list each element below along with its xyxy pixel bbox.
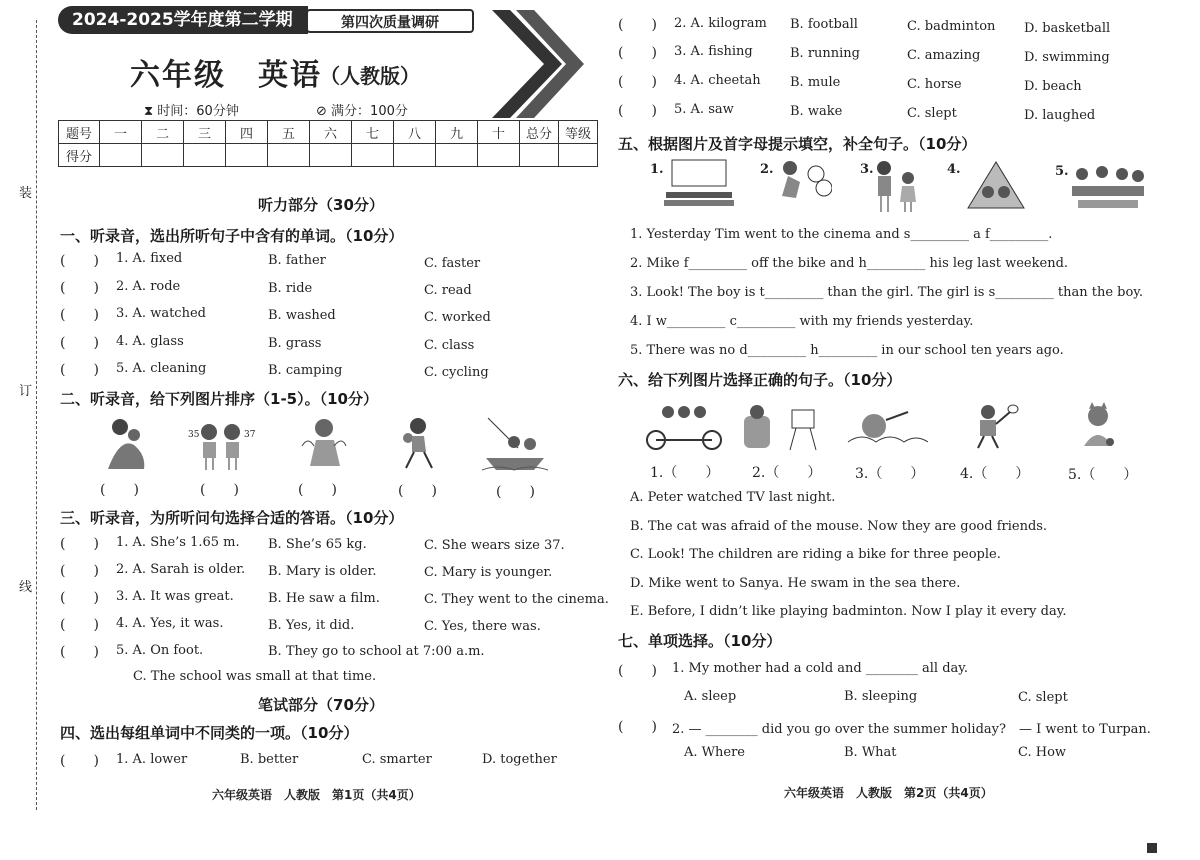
option-a: 5. A. cleaning <box>116 361 207 376</box>
option-a: 4. A. cheetah <box>674 73 761 88</box>
answer-paren[interactable]: ( ) <box>60 307 99 323</box>
score-meta <box>316 100 408 119</box>
two-children-picture-icon <box>196 420 246 470</box>
boy-girl-height-picture-icon <box>870 158 922 214</box>
time-label: 时间：60分钟 <box>157 104 239 119</box>
section-1-title: 一、听录音，选出所听句子中含有的单词。（10分） <box>60 227 404 245</box>
score-table-header: 二 <box>142 121 184 144</box>
score-table-header: 题号 <box>59 121 100 144</box>
checkmark-circle-icon: ⊘ <box>316 104 327 119</box>
picture-label-37: 37 <box>244 430 256 440</box>
answer-paren[interactable]: ( ) <box>60 280 99 296</box>
score-cell[interactable] <box>559 144 598 167</box>
answer-paren[interactable]: ( ) <box>60 590 99 606</box>
boy-running-picture-icon <box>398 416 440 470</box>
option-d: D. beach <box>1024 79 1082 94</box>
watching-tv-picture-icon <box>740 400 824 452</box>
option-b: B. Yes, it did. <box>268 618 355 633</box>
option-b: B. wake <box>790 104 843 119</box>
sentence-option: C. Look! The children are riding a bike for three people. <box>630 547 1001 562</box>
option-b: B. He saw a film. <box>268 591 380 606</box>
option-b: B. ride <box>268 281 313 296</box>
score-cell[interactable] <box>310 144 352 167</box>
picture-choice-paren[interactable]: 3.（ ） <box>855 466 925 482</box>
score-cell[interactable] <box>142 144 184 167</box>
answer-paren[interactable]: ( ) <box>60 253 99 269</box>
option-a: 4. A. Yes, it was. <box>116 616 224 631</box>
score-table-header: 七 <box>352 121 394 144</box>
option-d: D. swimming <box>1024 50 1110 65</box>
sentence-option: A. Peter watched TV last night. <box>630 490 836 505</box>
option-a: 5. A. On foot. <box>116 643 204 658</box>
mc-question: 1. My mother had a cold and ________ all day. <box>672 661 969 676</box>
option-c: C. class <box>424 338 475 353</box>
mc-option: C. How <box>1018 745 1067 760</box>
sentence-option: E. Before, I didn’t like playing badminton. Now I play it every day. <box>630 604 1067 619</box>
badminton-picture-icon <box>970 402 1020 450</box>
score-table <box>58 120 598 167</box>
picture-label-35: 35 <box>188 430 200 440</box>
mc-option: C. slept <box>1018 690 1068 705</box>
section-5-title: 五、根据图片及首字母提示填空，补全句子。（10分） <box>618 135 977 153</box>
mother-child-picture-icon <box>100 415 152 471</box>
option-a: 3. A. watched <box>116 306 206 321</box>
answer-paren[interactable]: ( ) <box>60 617 99 633</box>
picture-choice-paren[interactable]: 2.（ ） <box>752 465 822 481</box>
mc-option: A. sleep <box>684 689 737 704</box>
picture-number: 3. <box>860 162 874 177</box>
option-b: B. better <box>240 752 299 767</box>
picture-number: 4. <box>947 162 961 177</box>
option-d: D. together <box>482 752 557 767</box>
section-6-title: 六、给下列图片选择正确的句子。（10分） <box>618 371 902 389</box>
option-c: C. She wears size 37. <box>424 538 565 553</box>
option-b: B. football <box>790 17 858 32</box>
footer-left: 六年级英语 人教版 第1页（共4页） <box>212 788 421 802</box>
cat-mouse-picture-icon <box>1076 402 1120 448</box>
score-table-header: 总分 <box>520 121 559 144</box>
time-meta <box>144 100 239 119</box>
score-table-header: 九 <box>436 121 478 144</box>
score-cell[interactable] <box>184 144 226 167</box>
fill-sentence: 1. Yesterday Tim went to the cinema and s_________ a f_________. <box>630 227 1053 242</box>
score-table-header: 三 <box>184 121 226 144</box>
option-a: 2. A. Sarah is older. <box>116 562 246 577</box>
picture-choice-paren[interactable]: 4.（ ） <box>960 466 1030 482</box>
mc-question: 2. — ________ did you go over the summer holiday? — I went to Turpan. <box>672 722 1151 737</box>
picture-choice-paren[interactable]: 1.（ ） <box>650 465 720 481</box>
option-c: C. Mary is younger. <box>424 565 553 580</box>
option-a: 1. A. lower <box>116 752 188 767</box>
section-7-title: 七、单项选择。（10分） <box>618 632 782 650</box>
option-b: B. washed <box>268 308 336 323</box>
answer-paren[interactable]: ( ) <box>60 536 99 552</box>
answer-paren[interactable]: ( ) <box>618 17 657 33</box>
answer-paren[interactable]: ( ) <box>60 644 99 660</box>
picture-order-paren[interactable]: ( ) <box>100 482 139 498</box>
option-c: C. badminton <box>907 19 996 34</box>
option-a: 3. A. It was great. <box>116 589 234 604</box>
score-table-header: 等级 <box>559 121 598 144</box>
score-table-header-row <box>59 121 598 144</box>
section-2-title: 二、听录音，给下列图片排序（1-5）。（10分） <box>60 390 378 408</box>
option-c: C. smarter <box>362 752 432 767</box>
binding-char-2: 订 <box>19 384 33 399</box>
binding-char-1: 装 <box>19 186 33 201</box>
option-a: 1. A. fixed <box>116 251 183 266</box>
answer-paren[interactable]: ( ) <box>618 74 657 90</box>
score-cell[interactable] <box>520 144 559 167</box>
round-badge: 第四次质量调研 <box>306 9 474 33</box>
year-banner: 2024-2025学年度第二学期 <box>58 6 308 34</box>
fill-sentence: 4. I w_________ c_________ with my friends yesterday. <box>630 314 974 329</box>
option-d: D. basketball <box>1024 21 1111 36</box>
answer-paren[interactable]: ( ) <box>60 753 99 769</box>
score-cell[interactable] <box>394 144 436 167</box>
answer-paren[interactable]: ( ) <box>618 103 657 119</box>
option-d: D. laughed <box>1024 108 1096 123</box>
score-cell[interactable] <box>100 144 142 167</box>
option-c: C. cycling <box>424 365 489 380</box>
option-a: 2. A. rode <box>116 279 181 294</box>
option-c: C. horse <box>907 77 962 92</box>
picture-number: 2. <box>760 162 774 177</box>
option-a: 2. A. kilogram <box>674 16 767 31</box>
dining-hall-picture-icon <box>1068 160 1148 214</box>
fallen-bike-picture-icon <box>776 158 832 204</box>
option-b: B. grass <box>268 336 322 351</box>
answer-paren[interactable]: ( ) <box>618 663 657 679</box>
option-c: C. faster <box>424 256 481 271</box>
decorative-stripes-icon <box>492 10 584 118</box>
option-a: 5. A. saw <box>674 102 734 117</box>
score-table-header: 一 <box>100 121 142 144</box>
score-table-header: 六 <box>310 121 352 144</box>
scanner-logo-icon <box>1146 842 1158 854</box>
option-a: 1. A. She’s 1.65 m. <box>116 535 240 550</box>
binding-char-3: 线 <box>19 580 33 595</box>
swimming-picture-icon <box>846 402 930 448</box>
score-table-score-row <box>59 144 598 167</box>
option-c: C. amazing <box>907 48 981 63</box>
option-b: B. They go to school at 7:00 a.m. <box>268 644 485 659</box>
score-cell[interactable] <box>436 144 478 167</box>
score-cell[interactable] <box>268 144 310 167</box>
mc-option: A. Where <box>684 745 745 760</box>
exam-title: 六年级 英语 <box>130 58 322 93</box>
writing-part-title: 笔试部分（70分） <box>258 696 384 714</box>
fill-sentence: 5. There was no d_________ h_________ in our school ten years ago. <box>630 343 1064 358</box>
option-c: C. worked <box>424 310 491 325</box>
section-3-title: 三、听录音，为所听问句选择合适的答语。（10分） <box>60 509 404 527</box>
option-a: 4. A. glass <box>116 334 184 349</box>
option-b: B. She’s 65 kg. <box>268 537 367 552</box>
exam-edition: （人教版） <box>320 64 420 88</box>
score-table-header: 十 <box>478 121 520 144</box>
mc-option: B. What <box>844 745 897 760</box>
picture-number: 5. <box>1055 164 1069 179</box>
option-b: B. Mary is older. <box>268 564 377 579</box>
answer-paren[interactable]: ( ) <box>60 362 99 378</box>
score-cell[interactable] <box>226 144 268 167</box>
fill-sentence: 2. Mike f_________ off the bike and h_________ his leg last weekend. <box>630 256 1069 271</box>
option-c: C. The school was small at that time. <box>133 669 377 684</box>
picture-number: 1. <box>650 162 664 177</box>
footer-right: 六年级英语 人教版 第2页（共4页） <box>784 786 993 800</box>
option-b: B. father <box>268 253 326 268</box>
fill-sentence: 3. Look! The boy is t_________ than the girl. The girl is s_________ than the boy. <box>630 285 1144 300</box>
sentence-option: B. The cat was afraid of the mouse. Now they are good friends. <box>630 519 1048 534</box>
section-4-title: 四、选出每组单词中不同类的一项。（10分） <box>60 724 359 742</box>
option-c: C. Yes, there was. <box>424 619 541 634</box>
picture-order-paren[interactable]: ( ) <box>298 482 337 498</box>
answer-paren[interactable]: ( ) <box>60 335 99 351</box>
picture-order-paren[interactable]: ( ) <box>496 484 535 500</box>
score-row-label: 得分 <box>59 144 100 167</box>
camping-picture-icon <box>962 156 1032 214</box>
picture-choice-paren[interactable]: 5.（ ） <box>1068 467 1138 483</box>
option-c: C. They went to the cinema. <box>424 592 609 607</box>
fishing-boat-picture-icon <box>478 414 552 472</box>
answer-paren[interactable]: ( ) <box>60 563 99 579</box>
score-table-header: 五 <box>268 121 310 144</box>
cinema-picture-icon <box>662 156 736 212</box>
hourglass-icon: ⧗ <box>144 104 154 119</box>
child-hiking-picture-icon <box>298 416 350 470</box>
listening-part-title: 听力部分（30分） <box>258 196 384 214</box>
answer-paren[interactable]: ( ) <box>618 45 657 61</box>
score-cell[interactable] <box>478 144 520 167</box>
sentence-option: D. Mike went to Sanya. He swam in the sea there. <box>630 576 961 591</box>
picture-order-paren[interactable]: ( ) <box>200 482 239 498</box>
option-c: C. slept <box>907 106 957 121</box>
answer-paren[interactable]: ( ) <box>618 719 657 735</box>
mc-option: B. sleeping <box>844 689 918 704</box>
option-b: B. camping <box>268 363 343 378</box>
score-cell[interactable] <box>352 144 394 167</box>
option-b: B. mule <box>790 75 841 90</box>
option-a: 3. A. fishing <box>674 44 753 59</box>
binding-dashed-line <box>36 20 37 810</box>
score-table-header: 八 <box>394 121 436 144</box>
picture-order-paren[interactable]: ( ) <box>398 483 437 499</box>
tandem-bike-picture-icon <box>644 400 724 450</box>
option-c: C. read <box>424 283 472 298</box>
option-b: B. running <box>790 46 861 61</box>
full-score-label: 满分：100分 <box>331 104 408 119</box>
score-table-header: 四 <box>226 121 268 144</box>
